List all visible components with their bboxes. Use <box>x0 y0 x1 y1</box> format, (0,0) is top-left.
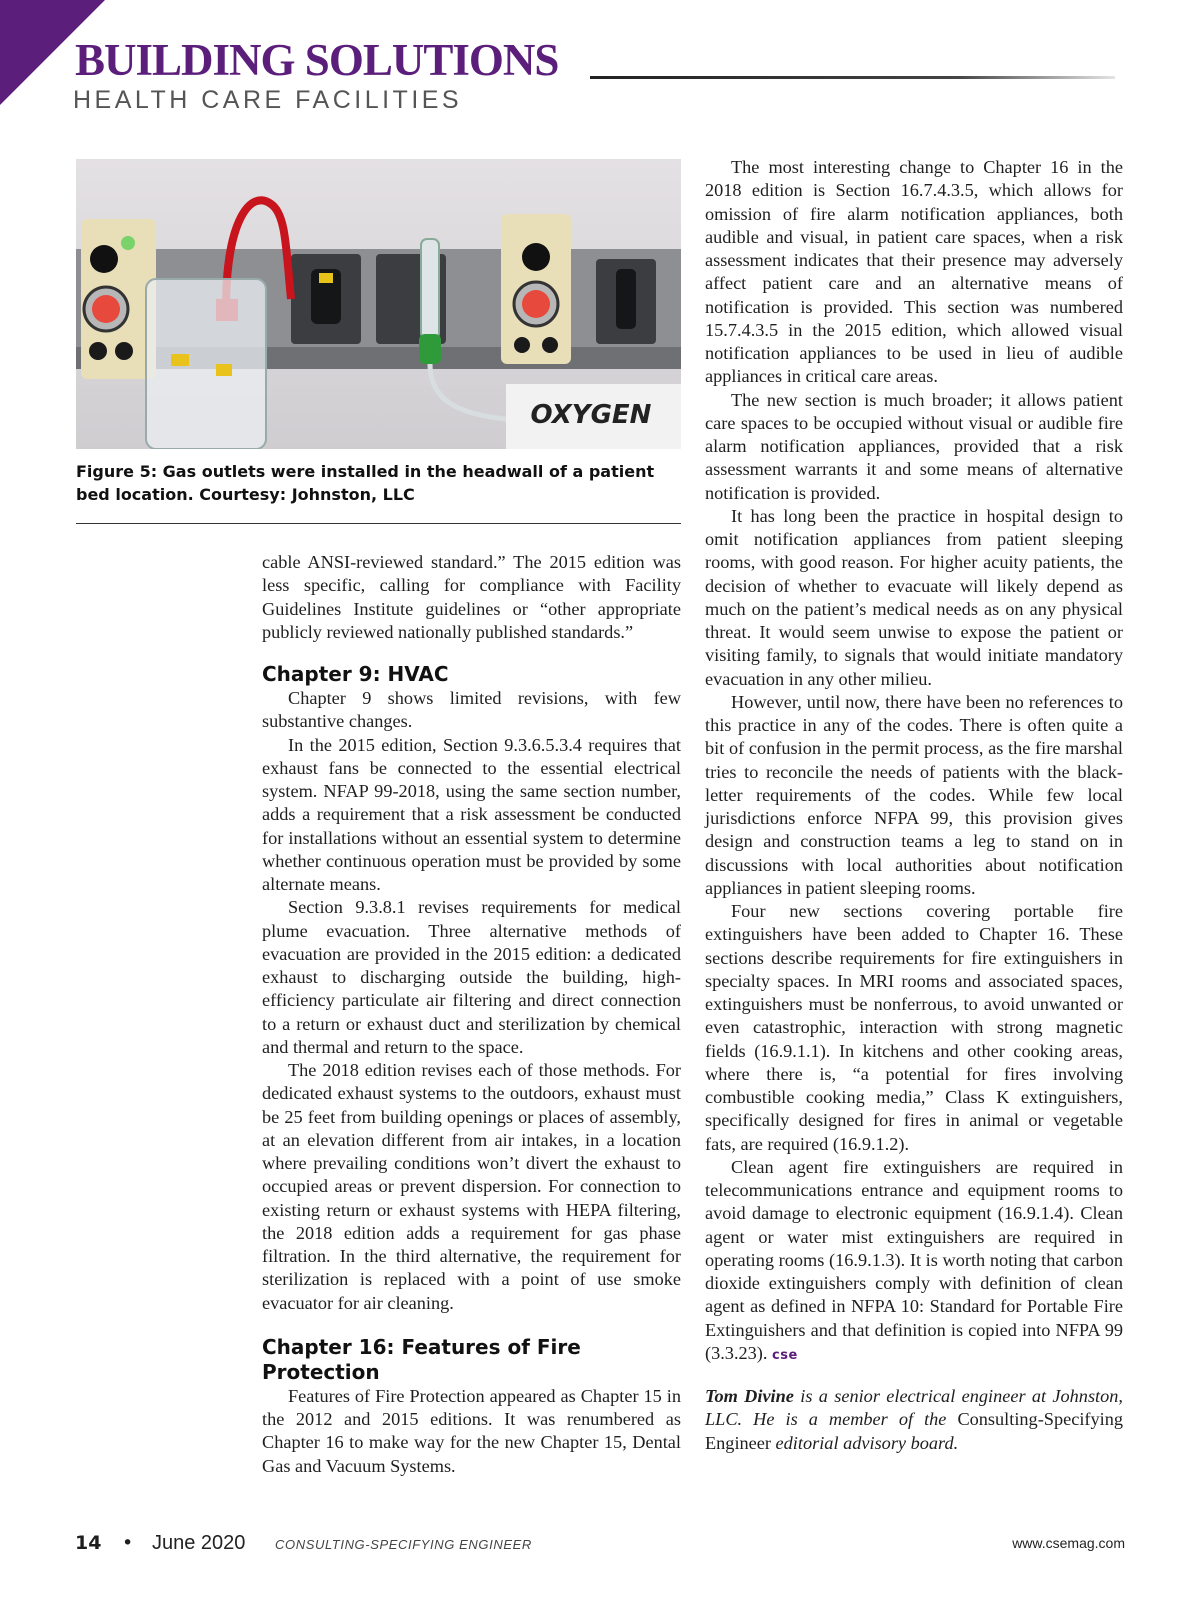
author-name: Tom Divine <box>705 1386 794 1406</box>
figure-photo <box>76 159 681 449</box>
headwall-illustration <box>76 159 681 449</box>
paragraph: Section 9.3.8.1 revises requirements for medical plume evacuation. Three alternative methods of evacuation are provided in the 2015 edition: a dedicated exhaust to discharging outside the building, high-efficiency particulate air filtering and direct connection to a return or exhaust duct and sterilization by chemical and thermal and return to the space. <box>262 897 681 1057</box>
paragraph: Four new sections covering portable fire extinguishers have been added to Chapter 16. These sections describe requirements for fire extinguishers in specialty spaces. In MRI rooms and associated spaces, extinguishers must be nonferrous, to avoid unwanted or even catastrophic, interaction with strong magnetic fields (16.9.1.1). In kitchens and other cooking areas, where there is, “a potential for fires involving combustible cooking media,” Class K extinguishers, specifically designed for fires in animal or vegetable fats, are required (16.9.1.2). <box>705 901 1123 1154</box>
paragraph: Chapter 9 shows limited revisions, with few substantive changes. <box>262 688 681 732</box>
bio-publication: Consulting-Specifying Engineer <box>705 1409 1123 1453</box>
paragraph: The 2018 edition revises each of those methods. For dedicated exhaust systems to the outdoors, exhaust must be 25 feet from building openings or places of assembly, at an elevation different from air intakes, in a location where prevailing conditions won’t divert the exhaust to occupied areas or prevent dispersion. For connection to existing return or exhaust systems with HEPA filtering, the 2018 edition adds a requirement for gas phase filtration. In the third alternative, the requirement for sterilization is replaced with a point of use smoke evacuator for air cleaning. <box>262 1060 681 1313</box>
paragraph: The most interesting change to Chapter 16 in the 2018 edition is Section 16.7.4.3.5, which allows for omission of fire alarm notification appliances, both audible and visual, in patient care spaces, when a risk assessment indicates that their presence may adversely affect patient care and an alternative means of notification is provided. This section was numbered 15.7.4.3.5 in the 2015 edition, which allowed visual notification appliances to be used in lieu of audible appliances in critical care areas. <box>705 157 1123 387</box>
magazine-name: CONSULTING-SPECIFYING ENGINEER <box>275 1537 532 1552</box>
paragraph: Features of Fire Protection appeared as Chapter 15 in the 2012 and 2015 editions. It was renumbered as Chapter 16 to make way for the new Chapter 15, Dental Gas and Vacuum Systems. <box>262 1385 681 1476</box>
section-title: BUILDING SOLUTIONS <box>75 35 559 85</box>
figure-caption: Figure 5: Gas outlets were installed in the headwall of a patient bed location. Courtesy: Johnston, LLC <box>76 462 655 504</box>
oxygen-sign-text: OXYGEN <box>530 400 652 430</box>
caption-divider <box>76 523 681 524</box>
bio-text: is a senior electrical engineer at Johnston, LLC. He is a member of the <box>705 1386 1123 1430</box>
paragraph-text: Clean agent fire extinguishers are required in telecommunications entrance and equipment rooms to avoid damage to electronic equipment (16.9.1.4). Clean agent or water mist extinguishers are required in operating rooms (16.9.1.3). It is worth noting that carbon dioxide extinguishers comply with definition of clean agent as defined in NFPA 10: Standard for Portable Fire Extinguishers and that definition is copied into NFPA 99 (3.3.23). <box>705 1156 1123 1363</box>
section-subtitle: HEALTH CARE FACILITIES <box>73 86 463 114</box>
article-column-middle <box>262 551 681 1478</box>
page-number: 14 <box>75 1532 102 1554</box>
footer-bullet: • <box>122 1532 134 1554</box>
paragraph-final <box>705 1156 1123 1367</box>
section-heading-fire-protection: Chapter 16: Features of Fire Protection <box>262 1334 581 1384</box>
paragraph: However, until now, there have been no references to this practice in any of the codes. There is often quite a bit of confusion in the permit process, as the fire marshal tries to reconcile the needs of patients with the black-letter requirements of the codes. While few local jurisdictions enforce NFPA 99, this provision gives design and construction teams a leg to stand on in discussions with local authorities about notification appliances in patient sleeping rooms. <box>705 691 1123 898</box>
end-mark: cse <box>772 1347 798 1363</box>
page-footer <box>75 1532 1125 1562</box>
issue-date: June 2020 <box>152 1532 246 1554</box>
section-heading-hvac: Chapter 9: HVAC <box>262 662 449 686</box>
oxygen-flowmeter <box>421 239 439 339</box>
paragraph: In the 2015 edition, Section 9.3.6.5.3.4 requires that exhaust fans be connected to the essential electrical system. NFAP 99-2018, using the same section number, adds a requirement that a risk assessment be conducted for installations without an essential system to determine whether continuous operation must be provided by some alternate means. <box>262 734 681 894</box>
bio-text-end: editorial advisory board. <box>770 1432 959 1453</box>
paragraph: cable ANSI-reviewed standard.” The 2015 edition was less specific, calling for compliance with Facility Guidelines Institute guidelines or “other appropriate publicly reviewed nationally published standards.” <box>262 552 681 642</box>
website-link[interactable]: www.csemag.com <box>1012 1535 1125 1551</box>
title-rule <box>590 76 1115 79</box>
article-column-right <box>705 156 1123 1455</box>
paragraph: It has long been the practice in hospital design to omit notification appliances from patient sleeping rooms, with good reason. For higher acuity patients, the decision of whether to evacuate will likely depend as much on the patient’s medical needs as on any physical threat. It would seem unwise to expose the patient or visiting family, to signals that would initiate mandatory evacuation in any other milieu. <box>705 505 1123 689</box>
author-bio <box>705 1385 1123 1455</box>
paragraph: The new section is much broader; it allows patient care spaces to be occupied without visual or audible fire alarm notification appliances, provided that a risk assessment warrants it and some means of alternative notification is provided. <box>705 389 1123 503</box>
suction-canister <box>146 279 266 449</box>
